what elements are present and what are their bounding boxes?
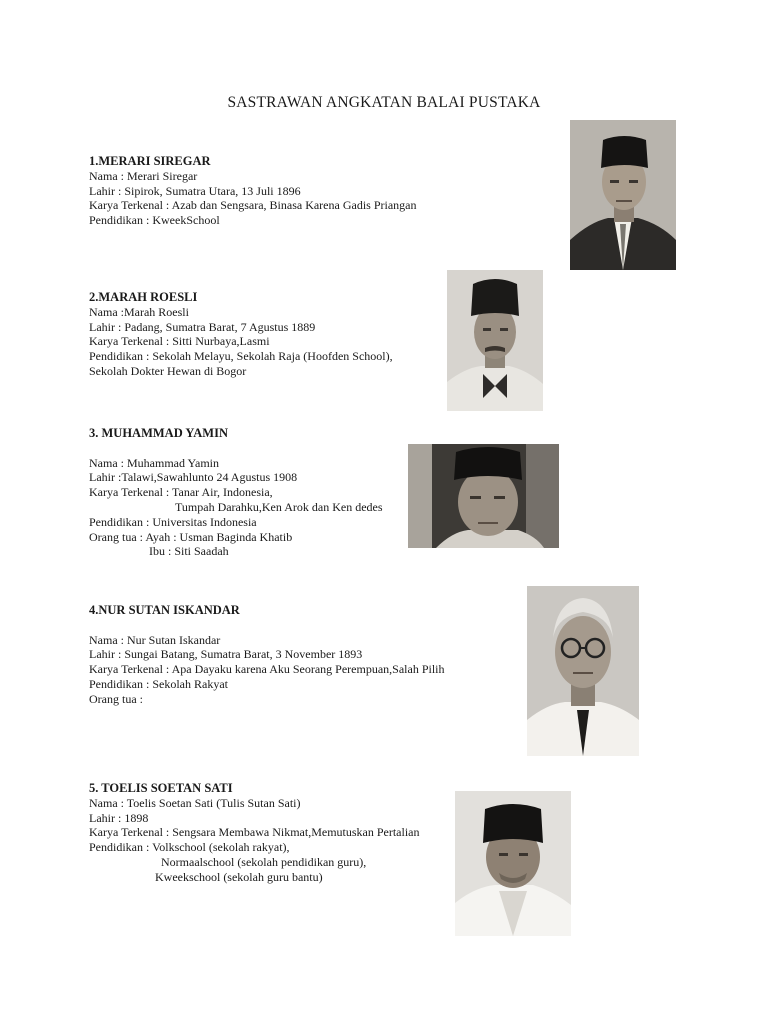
- portrait-photo-marah-roesli: [447, 270, 543, 411]
- author-parents: Orang tua :: [89, 691, 143, 706]
- author-entry-muhammad-yamin: [89, 426, 383, 559]
- author-entry-toelis-soetan-sati: [89, 781, 420, 885]
- author-heading: 5. TOELIS SOETAN SATI: [89, 781, 233, 795]
- author-works: Karya Terkenal : Tanar Air, Indonesia,: [89, 485, 273, 500]
- author-education: Pendidikan : Universitas Indonesia: [89, 514, 257, 529]
- author-education: Pendidikan : Volkschool (sekolah rakyat),: [89, 840, 290, 855]
- author-entry-merari-siregar: [89, 154, 417, 228]
- author-birth: Lahir : Sipirok, Sumatra Utara, 13 Juli 1896: [89, 183, 301, 198]
- author-name: Nama : Merari Siregar: [89, 168, 198, 183]
- author-heading: 1.MERARI SIREGAR: [89, 154, 211, 168]
- author-heading: 4.NUR SUTAN ISKANDAR: [89, 603, 240, 617]
- portrait-photo-nur-sutan-iskandar: [527, 586, 639, 756]
- author-name: Nama : Nur Sutan Iskandar: [89, 632, 221, 647]
- author-works: Karya Terkenal : Sitti Nurbaya,Lasmi: [89, 334, 270, 349]
- portrait-photo-merari-siregar: [570, 120, 676, 270]
- author-works-cont: Tumpah Darahku,Ken Arok dan Ken dedes: [175, 499, 383, 514]
- author-name: Nama : Toelis Soetan Sati (Tulis Sutan Sati): [89, 795, 301, 810]
- author-education: Pendidikan : KweekSchool: [89, 213, 220, 228]
- author-birth: Lahir : Sungai Batang, Sumatra Barat, 3 November 1893: [89, 647, 363, 662]
- portrait-photo-muhammad-yamin: [408, 444, 559, 548]
- page-title: SASTRAWAN ANGKATAN BALAI PUSTAKA: [227, 94, 541, 111]
- author-entry-nur-sutan-iskandar: [89, 603, 445, 707]
- author-education-cont: Kweekschool (sekolah guru bantu): [155, 869, 323, 884]
- author-entry-marah-roesli: [89, 290, 393, 379]
- author-education: Pendidikan : Sekolah Rakyat: [89, 676, 228, 691]
- author-education: Pendidikan : Sekolah Melayu, Sekolah Raja (Hoofden School),: [89, 349, 393, 364]
- author-heading: 2.MARAH ROESLI: [89, 290, 198, 304]
- author-works: Karya Terkenal : Apa Dayaku karena Aku Seorang Perempuan,Salah Pilih: [89, 662, 445, 677]
- author-works: Karya Terkenal : Sengsara Membawa Nikmat,Memutuskan Pertalian: [89, 825, 420, 840]
- author-birth: Lahir : Padang, Sumatra Barat, 7 Agustus 1889: [89, 319, 316, 334]
- author-birth: Lahir :Talawi,Sawahlunto 24 Agustus 1908: [89, 470, 298, 485]
- author-name: Nama : Muhammad Yamin: [89, 455, 219, 470]
- author-education-cont: Normaalschool (sekolah pendidikan guru),: [161, 854, 367, 869]
- author-birth: Lahir : 1898: [89, 810, 149, 825]
- author-name: Nama :Marah Roesli: [89, 304, 189, 319]
- author-education-cont: Sekolah Dokter Hewan di Bogor: [89, 363, 247, 378]
- author-works: Karya Terkenal : Azab dan Sengsara, Binasa Karena Gadis Priangan: [89, 198, 417, 213]
- author-heading: 3. MUHAMMAD YAMIN: [89, 426, 228, 440]
- author-parents: Orang tua : Ayah : Usman Baginda Khatib: [89, 529, 293, 544]
- author-parents-cont: Ibu : Siti Saadah: [149, 544, 229, 559]
- portrait-photo-toelis-soetan-sati: [455, 791, 571, 936]
